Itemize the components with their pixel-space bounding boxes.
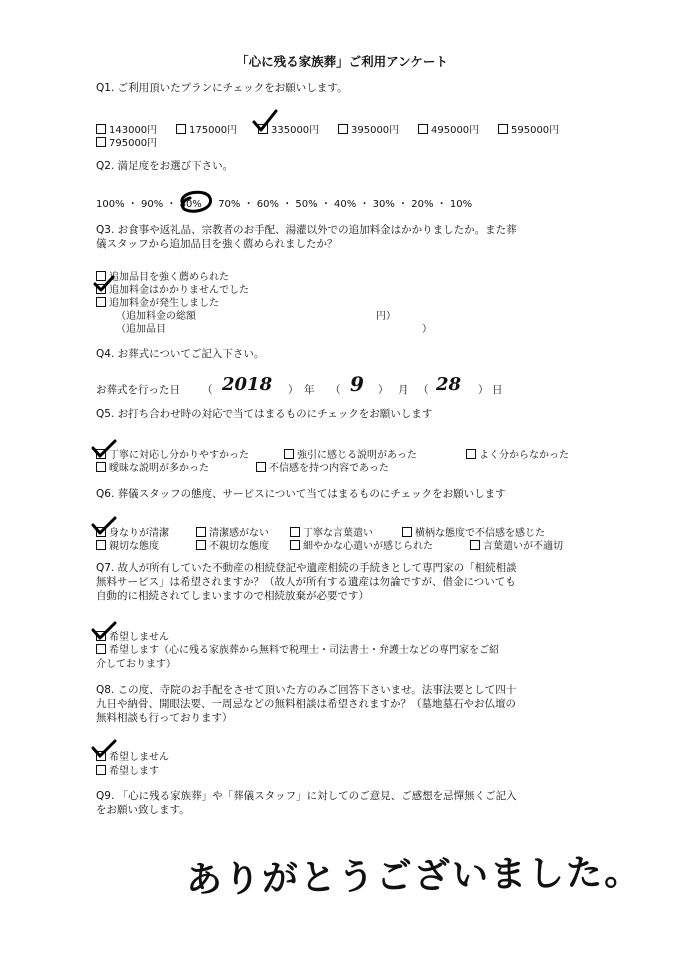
checkmark-icon xyxy=(250,108,280,134)
checkbox[interactable] xyxy=(284,449,294,459)
scale-30[interactable]: 30% xyxy=(372,199,395,210)
paren-open: （ xyxy=(418,384,429,396)
scale-50[interactable]: 50% xyxy=(295,199,318,210)
q6-option-clean-appearance[interactable]: 身なりが清潔 xyxy=(96,524,169,539)
q4-month-label: 月 xyxy=(398,384,409,396)
q1-option-495000[interactable]: 495000円 xyxy=(418,121,479,136)
q4-day-value[interactable]: 28 xyxy=(436,374,462,395)
q8-question-line2: 九日や納骨、開眼法要、一周忌などの無料相談は希望されますか？（墓地墓石やお仏壇の xyxy=(96,698,516,710)
q6-option-not-clean[interactable]: 清潔感がない xyxy=(196,524,269,539)
paren-close: ） xyxy=(378,384,389,396)
checkbox[interactable] xyxy=(176,124,186,134)
checkbox[interactable] xyxy=(96,462,106,472)
checkmark-icon xyxy=(90,620,118,642)
q6-option-polite-language[interactable]: 丁寧な言葉遣い xyxy=(290,524,373,539)
q7-question-line3: 自動的に相続されてしまいますので相続放棄が必要です） xyxy=(96,590,369,602)
q8-question-line3: 無料相談も行っております） xyxy=(96,712,233,724)
q7-option-decline[interactable]: 希望しません xyxy=(96,628,169,643)
q3-extra-items-label: （追加品目 xyxy=(116,324,166,335)
q3-extra-total-unit: 円） xyxy=(376,311,396,322)
scale-10[interactable]: 10% xyxy=(449,199,473,210)
q4-year-value[interactable]: 2018 xyxy=(222,374,273,395)
checkbox[interactable] xyxy=(418,124,428,134)
q5-option-distrust[interactable]: 不信感を持つ内容であった xyxy=(256,459,389,474)
paren-open: （ xyxy=(202,384,213,396)
scale-20[interactable]: 20% xyxy=(411,199,434,210)
checkbox[interactable] xyxy=(96,297,106,307)
checkbox[interactable] xyxy=(96,540,106,550)
q4-month-value[interactable]: 9 xyxy=(350,372,364,396)
q5-option-unclear[interactable]: よく分からなかった xyxy=(466,446,569,461)
q8-option-request[interactable]: 希望します xyxy=(96,762,159,777)
q1-option-335000[interactable]: 335000円 xyxy=(258,121,319,136)
scale-70[interactable]: 70% xyxy=(218,199,241,210)
checkbox[interactable] xyxy=(470,540,480,550)
scale-60[interactable]: 60% xyxy=(256,199,280,210)
selection-circle-icon xyxy=(176,186,216,216)
q3-option-extra-fee[interactable]: 追加料金が発生しました xyxy=(96,294,219,309)
q1-option-595000[interactable]: 595000円 xyxy=(498,121,559,136)
checkbox[interactable] xyxy=(96,124,106,134)
checkbox[interactable] xyxy=(338,124,348,134)
q5-option-clear[interactable]: 丁寧に対応し分かりやすかった xyxy=(96,446,249,461)
checkbox[interactable] xyxy=(96,644,106,654)
q6-option-kind[interactable]: 親切な態度 xyxy=(96,537,159,552)
q3-question-line1: Q3. お食事や返礼品、宗教者のお手配、湯灌以外での追加料金はかかりましたか。また葬 xyxy=(96,224,517,236)
checkbox[interactable] xyxy=(196,540,206,550)
q6-option-improper-language[interactable]: 言葉遣いが不適切 xyxy=(470,537,563,552)
q6-option-thoughtful[interactable]: 細やかな心遣いが感じられた xyxy=(290,537,433,552)
checkbox[interactable] xyxy=(290,540,300,550)
q9-handwritten-answer[interactable]: ありがとうございました。 xyxy=(185,851,643,901)
checkbox[interactable] xyxy=(96,765,106,775)
q7-option-request-line2: 介しております） xyxy=(96,659,176,670)
q1-question: Q1. ご利用頂いたプランにチェックをお願いします。 xyxy=(96,82,348,94)
q1-option-143000[interactable]: 143000円 xyxy=(96,121,157,136)
q6-option-arrogant[interactable]: 横柄な態度で不信感を感じた xyxy=(402,524,545,539)
q6-option-unkind[interactable]: 不親切な態度 xyxy=(196,537,269,552)
checkmark-icon xyxy=(90,438,118,460)
q3-option-recommended[interactable]: 追加品目を強く薦められた xyxy=(96,268,229,283)
q7-question-line2: 無料サービス」は希望されますか？（故人が所有する遺産は勿論ですが、借金についても xyxy=(96,576,516,588)
q9-question-line1: Q9. 「心に残る家族葬」や「葬儀スタッフ」に対してのご意見、ご感想を忌憚無くご記入 xyxy=(96,790,517,802)
scale-40[interactable]: 40% xyxy=(334,199,357,210)
checkbox[interactable] xyxy=(498,124,508,134)
q7-question-line1: Q7. 故人が所有していた不動産の相続登記や遺産相続の手続きとして専門家の「相続相談 xyxy=(96,562,517,574)
checkbox[interactable] xyxy=(402,527,412,537)
q9-question-line2: をお願い致します。 xyxy=(96,804,190,816)
q3-option-no-extra[interactable]: 追加料金はかかりませんでした xyxy=(96,281,249,296)
q4-question: Q4. お葬式についてご記入下さい。 xyxy=(96,348,265,360)
q1-option-795000[interactable]: 795000円 xyxy=(96,134,157,149)
paren-open: （ xyxy=(330,384,341,396)
q6-question: Q6. 葬儀スタッフの態度、サービスについて当てはまるものにチェックをお願いします xyxy=(96,488,506,500)
paren-close: ） xyxy=(478,384,489,396)
q3-extra-total-label: （追加料金の総額 xyxy=(116,311,196,322)
q3-question-line2: 儀スタッフから追加品目を強く薦められましたか？ xyxy=(96,238,338,250)
q8-question-line1: Q8. この度、寺院のお手配をさせて頂いた方のみご回答下さいませ。法事法要として四十 xyxy=(96,684,517,696)
checkbox[interactable] xyxy=(466,449,476,459)
q2-satisfaction-scale[interactable]: 100% ・ 90% ・ 80% ・ 70% ・ 60% ・ 50% ・ 40% ・ 30% ・ 20% ・ 10% xyxy=(96,199,473,210)
q7-option-request[interactable]: 希望します（心に残る家族葬から無料で税理士・司法書士・弁護士などの専門家をご紹 xyxy=(96,641,499,656)
scale-100[interactable]: 100% xyxy=(96,199,125,210)
q8-option-decline[interactable]: 希望しません xyxy=(96,748,169,763)
q3-extra-items-close: ） xyxy=(422,324,432,335)
q4-day-label: 日 xyxy=(492,384,503,396)
q1-option-395000[interactable]: 395000円 xyxy=(338,121,399,136)
checkmark-icon xyxy=(90,738,118,760)
q2-question: Q2. 満足度をお選び下さい。 xyxy=(96,160,234,172)
checkmark-icon xyxy=(92,274,116,294)
survey-title: 「心に残る家族葬」ご利用アンケート xyxy=(236,54,448,69)
q5-option-pushy[interactable]: 強引に感じる説明があった xyxy=(284,446,417,461)
q4-year-label: 年 xyxy=(304,384,315,396)
scale-80[interactable]: 80% xyxy=(179,199,202,210)
checkbox[interactable] xyxy=(196,527,206,537)
paren-close: ） xyxy=(288,384,299,396)
q4-date-label: お葬式を行った日 xyxy=(96,384,180,396)
q1-option-175000[interactable]: 175000円 xyxy=(176,121,237,136)
checkbox[interactable] xyxy=(96,137,106,147)
q5-question: Q5. お打ち合わせ時の対応で当てはまるものにチェックをお願いします xyxy=(96,408,433,420)
q5-option-vague[interactable]: 曖昧な説明が多かった xyxy=(96,459,209,474)
checkbox[interactable] xyxy=(256,462,266,472)
scale-90[interactable]: 90% xyxy=(140,199,164,210)
checkbox[interactable] xyxy=(290,527,300,537)
checkmark-icon xyxy=(90,515,118,537)
